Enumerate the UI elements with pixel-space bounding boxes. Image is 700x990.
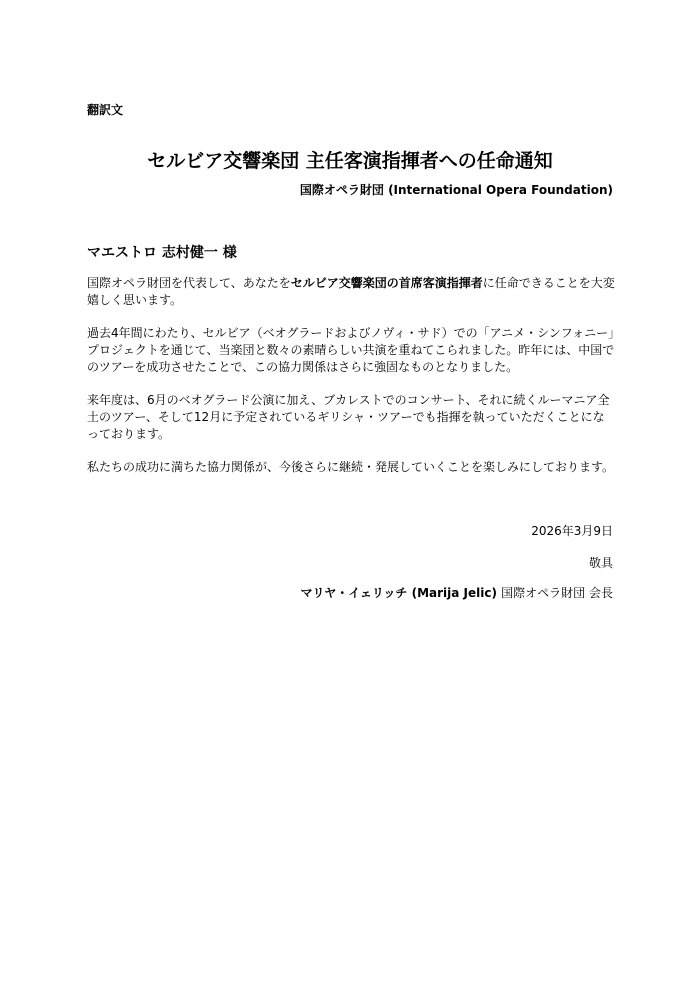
paragraph-4: 私たちの成功に満ちた協力関係が、今後さらに継続・発展していくことを楽しみにしております。	[87, 460, 615, 474]
signature-line	[300, 584, 613, 601]
letter-date: 2026年3月9日	[531, 524, 613, 538]
translation-label: 翻訳文	[87, 103, 124, 117]
signature-name: マリヤ・イェリッチ (Marija Jelic)	[300, 586, 497, 600]
signature-role: 国際オペラ財団 会長	[501, 586, 613, 600]
paragraph-1-lead: 国際オペラ財団を代表して、あなたを	[87, 276, 291, 290]
paragraph-1-tail: に任命できることを大変嬉しく思います。	[87, 276, 615, 307]
addressee: マエストロ 志村健一 様	[87, 245, 237, 261]
paragraph-1-emphasis: セルビア交響楽団の首席客演指揮者	[290, 276, 483, 290]
paragraph-1	[87, 275, 616, 309]
document-title: セルビア交響楽団 主任客演指揮者への任命通知	[147, 150, 553, 172]
paragraph-2: 過去4年間にわたり、セルビア（ベオグラードおよびノヴィ・サド）での「アニメ・シンフォニー」プロジェクトを通じて、当楽団と数々の素晴らしい共演を重ねてこられました。昨年には、中国でのツアーを成功させたことで、この協力関係はさらに強固なものとなりました。	[87, 326, 615, 374]
organization-line: 国際オペラ財団 (International Opera Foundation)	[299, 183, 613, 197]
closing-regards: 敬具	[588, 556, 613, 570]
paragraph-3: 来年度は、6月のベオグラード公演に加え、ブカレストでのコンサート、それに続くルーマニア全土のツアー、そして12月に予定されているギリシャ・ツアーでも指揮を執っていただくことになっております。	[87, 393, 610, 441]
letter-body	[87, 275, 616, 492]
